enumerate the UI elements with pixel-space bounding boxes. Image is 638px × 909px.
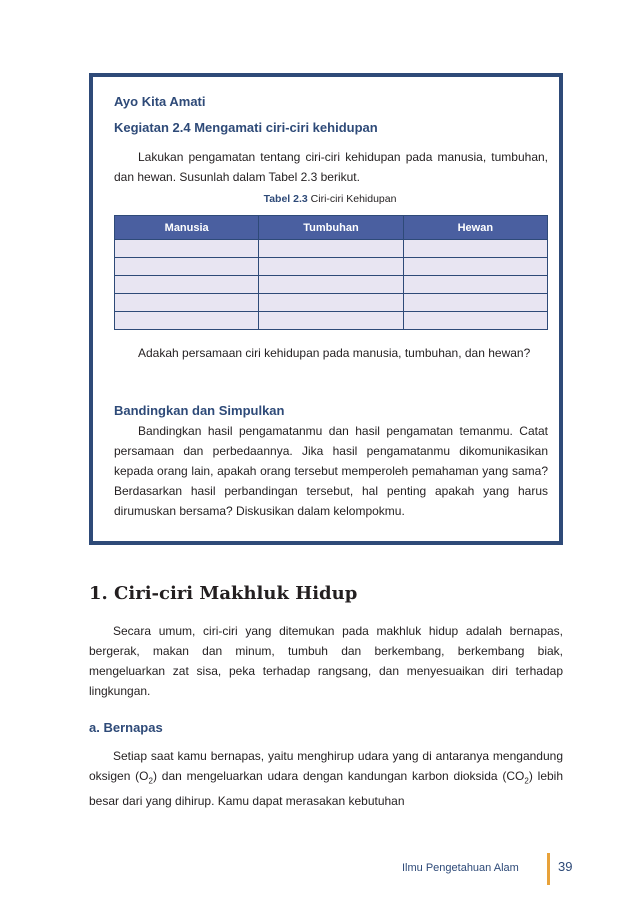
section-intro: Secara umum, ciri-ciri yang ditemukan pada makhluk hidup adalah bernapas, bergerak, makan dan minum, tumbuh dan berkembang, berkembang biak, mengeluarkan zat sisa, peka terhadap rangsang, dan menyesuaikan diri terhadap lingkungan.	[89, 624, 563, 698]
table-header-row	[115, 216, 548, 240]
table-cell	[403, 294, 547, 312]
table-cell	[115, 294, 259, 312]
table-cell	[403, 276, 547, 294]
table-row	[115, 276, 548, 294]
compare-title: Bandingkan dan Simpulkan	[114, 403, 285, 418]
compare-text: Bandingkan hasil pengamatanmu dan hasil pengamatan temanmu. Catat persamaan dan perbedaannya. Jika hasil pengamatanmu dikomunikasikan kepada orang lain, apakah orang tersebut memperoleh pemahaman yang sama? Berdasarkan hasil perbandingan tersebut, hal penting apakah yang harus dirumuskan bersama? Diskusikan dalam kelompokmu.	[114, 424, 548, 518]
table-cell	[115, 258, 259, 276]
subscript-o2: 2	[148, 776, 153, 786]
table-cell	[259, 312, 403, 330]
subsection-heading: a. Bernapas	[89, 720, 163, 735]
table-header-manusia: Manusia	[115, 216, 259, 240]
page-number: 39	[558, 859, 573, 874]
table-cell	[259, 276, 403, 294]
table-row	[115, 258, 548, 276]
table-cell	[115, 240, 259, 258]
table-header-hewan: Hewan	[403, 216, 547, 240]
table-caption	[93, 193, 567, 205]
table-cell	[259, 240, 403, 258]
section-heading: 1. Ciri-ciri Makhluk Hidup	[89, 583, 358, 604]
subsection-text	[89, 746, 563, 811]
table-row	[115, 240, 548, 258]
table-caption-text: Ciri-ciri Kehidupan	[307, 193, 397, 205]
activity-question: Adakah persamaan ciri kehidupan pada manusia, tumbuhan, dan hewan?	[138, 346, 531, 360]
activity-box-title: Ayo Kita Amati	[114, 94, 206, 109]
activity-instruction: Lakukan pengamatan tentang ciri-ciri kehidupan pada manusia, tumbuhan, dan hewan. Susunlah dalam Tabel 2.3 berikut.	[114, 150, 548, 184]
subsection-text-part2: ) dan mengeluarkan udara dengan kandungan karbon dioksida (CO	[152, 769, 525, 783]
table-cell	[259, 258, 403, 276]
table-cell	[115, 312, 259, 330]
subscript-co2: 2	[524, 776, 529, 786]
observation-table	[114, 215, 548, 330]
table-cell	[403, 258, 547, 276]
table-row	[115, 294, 548, 312]
activity-title: Kegiatan 2.4 Mengamati ciri-ciri kehidupan	[114, 120, 378, 135]
subsection-text-part1: Setiap saat kamu bernapas, yaitu menghirup udara yang di antaranya mengandung oksigen (O	[89, 749, 563, 783]
subsection-text-part3: ) lebih besar dari yang dihirup. Kamu dapat merasakan kebutuhan	[89, 769, 564, 809]
activity-box	[89, 73, 563, 545]
table-cell	[403, 240, 547, 258]
table-cell	[115, 276, 259, 294]
table-header-tumbuhan: Tumbuhan	[259, 216, 403, 240]
footer-book-title: Ilmu Pengetahuan Alam	[402, 862, 519, 874]
table-caption-label: Tabel 2.3	[263, 193, 308, 205]
footer-divider	[547, 853, 550, 885]
table-row	[115, 312, 548, 330]
table-cell	[403, 312, 547, 330]
table-cell	[259, 294, 403, 312]
